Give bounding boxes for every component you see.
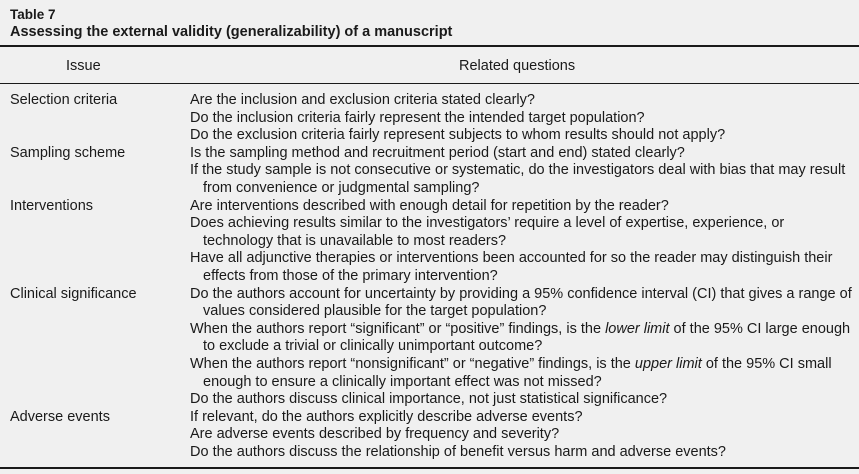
issue-cell: Adverse events [10, 408, 110, 425]
question-item: Do the authors discuss clinical importance, not just statistical significance? [190, 391, 668, 408]
question-item: Have all adjunctive therapies or interventions been accounted for so the reader may distinguish their effects from those of the primary intervention? [190, 250, 833, 284]
question-item: Are adverse events described by frequency and severity? [190, 426, 560, 443]
question-item [190, 356, 855, 391]
question-emphasis: lower limit [605, 320, 670, 337]
issue-cell: Interventions [10, 197, 94, 214]
issue-cell: Sampling scheme [10, 144, 126, 161]
table-row [10, 145, 855, 198]
question-item: Does achieving results similar to the investigators’ require a level of expertise, experience, or technology that is unavailable to most readers? [190, 215, 785, 249]
table-row [10, 198, 855, 286]
question-item: Are interventions described with enough detail for repetition by the reader? [190, 197, 669, 214]
table-row [10, 409, 855, 462]
question-text: When the authors report “significant” or “positive” findings, is the [190, 320, 606, 337]
table-label: Table 7 [10, 7, 56, 22]
issue-cell: Selection criteria [10, 92, 118, 108]
question-item: Is the sampling method and recruitment period (start and end) stated clearly? [190, 144, 685, 161]
related-questions-cell [190, 409, 855, 462]
issue-cell: Clinical significance [10, 285, 137, 302]
table-row [10, 92, 855, 145]
table-title: Assessing the external validity (generalizability) of a manuscript [10, 24, 453, 40]
question-item: Do the authors account for uncertainty by providing a 95% confidence interval (CI) that gives a range of values considered plausible for the target population? [190, 285, 852, 320]
table-body [10, 92, 855, 461]
question-text: of the 95% CI large enough to exclude a trivial or clinically unimportant outcome? [203, 320, 851, 355]
column-header-related-questions: Related questions [459, 58, 576, 74]
question-item: Are the inclusion and exclusion criteria stated clearly? [190, 92, 535, 108]
bottom-rule [0, 467, 859, 469]
table-caption [10, 6, 452, 41]
question-text: of the 95% CI small enough to ensure a clinically important effect was not missed? [203, 355, 832, 390]
question-item: Do the authors discuss the relationship of benefit versus harm and adverse events? [190, 443, 726, 460]
table-row [10, 286, 855, 409]
question-item: If the study sample is not consecutive or systematic, do the investigators deal with bias that may result from convenience or judgmental sampling? [190, 162, 846, 196]
question-item [190, 321, 855, 356]
related-questions-cell [190, 286, 855, 409]
related-questions-cell [190, 92, 855, 145]
column-header-issue: Issue [66, 58, 101, 74]
question-item: Do the inclusion criteria fairly represent the intended target population? [190, 109, 645, 126]
question-text: When the authors report “nonsignificant” or “negative” findings, is the [190, 355, 635, 372]
top-rule [0, 45, 859, 47]
related-questions-cell [190, 198, 855, 286]
related-questions-cell [190, 145, 855, 198]
question-item: Do the exclusion criteria fairly represent subjects to whom results should not apply? [190, 127, 726, 144]
question-emphasis: upper limit [634, 355, 702, 372]
header-rule [0, 83, 859, 84]
question-item: If relevant, do the authors explicitly describe adverse events? [190, 408, 583, 425]
